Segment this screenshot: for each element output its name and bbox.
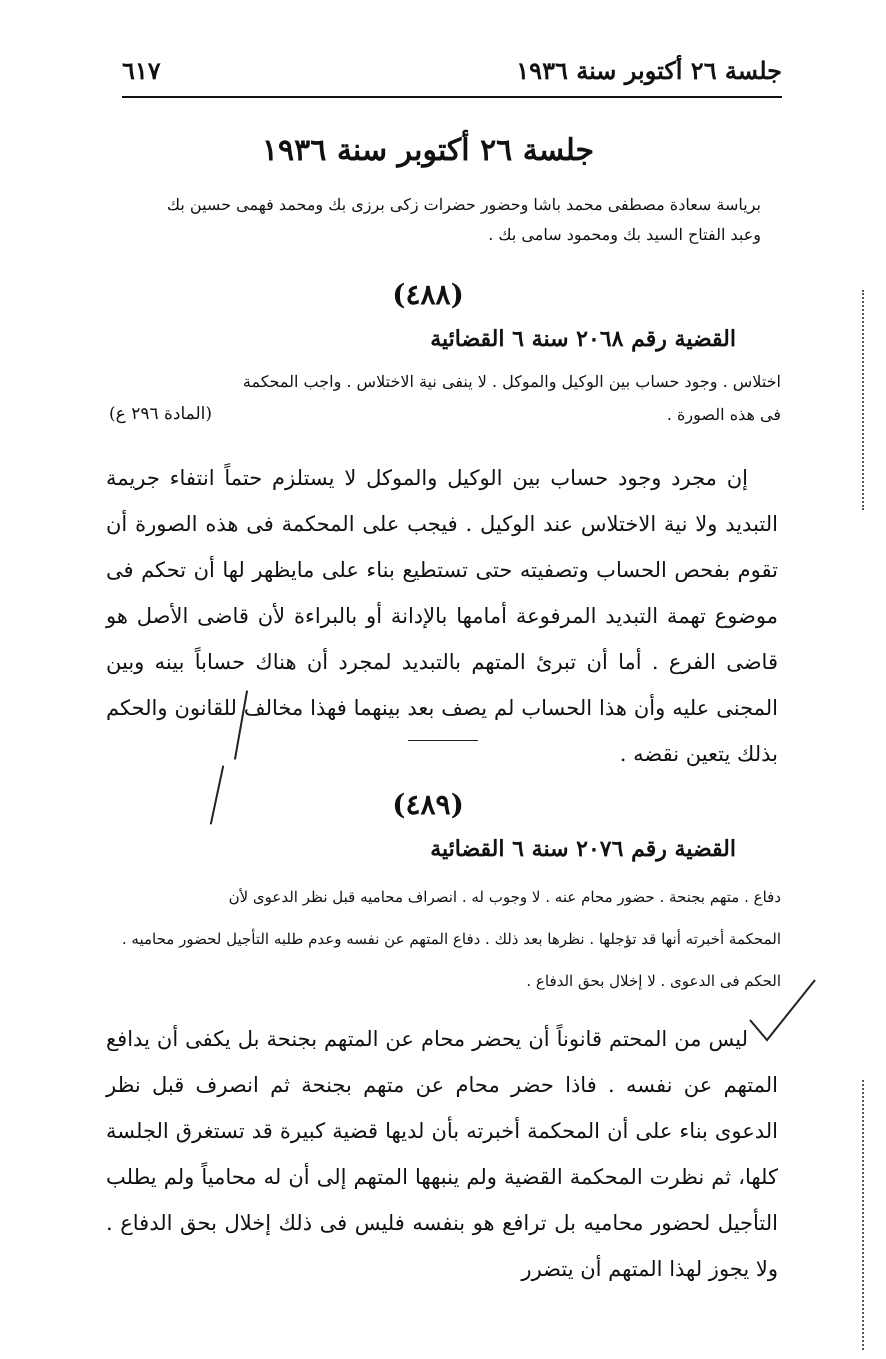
presidency-line-1: برياسة سعادة مصطفى محمد باشا وحضور حضرات زكى برزى بك ومحمد فهمى حسين بك: [166, 195, 761, 214]
case-body-489: [106, 1016, 778, 1292]
body-paragraph: ليس من المحتم قانوناً أن يحضر محام عن المتهم بجنحة بل يكفى أن يدافع المتهم عن نفسه . فاذا حضر محام عن متهم بجنحة ثم انصرف قبل نظر الدعوى بناء على أن المحكمة أخبرته بأن لديها قضية كبيرة قد تستغرق الجلسة كلها، ثم نظرت المحكمة القضية ولم ينبهها المتهم إلى أن له محامياً ولم يطلب التأجيل لحضور محاميه بل ترافع هو بنفسه فليس فى ذلك إخلال بحق الدفاع . ولا يجوز لهذا المتهم أن يتضرر: [106, 1027, 778, 1281]
case-reference-488: القضية رقم ٢٠٦٨ سنة ٦ القضائية: [430, 326, 736, 352]
headnote-line: دفاع . متهم بجنحة . حضور محام عنه . لا وجوب له . انصراف محاميه قبل نظر الدعوى لأن: [228, 888, 781, 906]
headnote-488: [109, 365, 781, 431]
headnote-line: فى هذه الصورة .: [666, 405, 781, 424]
running-head: [122, 50, 782, 90]
case-number-488: (٤٨٨): [392, 278, 464, 311]
headnote-489: [109, 876, 781, 1002]
article-reference: (المادة ٢٩٦ ع): [109, 404, 213, 424]
headnote-line: اختلاس . وجود حساب بين الوكيل والموكل . لا ينفى نية الاختلاس . واجب المحكمة: [242, 372, 781, 391]
case-reference-489: القضية رقم ٢٠٧٦ سنة ٦ القضائية: [430, 836, 736, 862]
pencil-underline: [408, 740, 478, 741]
headnote-line: الحكم فى الدعوى . لا إخلال بحق الدفاع .: [526, 972, 781, 990]
session-title: جلسة ٢٦ أكتوبر سنة ١٩٣٦: [261, 133, 595, 168]
header-rule: [122, 96, 782, 98]
page-number: ٦١٧: [122, 55, 161, 85]
headnote-line: المحكمة أخبرته أنها قد تؤجلها . نظرها بعد ذلك . دفاع المتهم عن نفسه وعدم طلبه التأجيل لحضور محاميه .: [121, 930, 781, 948]
margin-dots: [862, 1080, 866, 1350]
running-head-title: جلسة ٢٦ أكتوبر سنة ١٩٣٦: [516, 55, 782, 85]
body-paragraph: إن مجرد وجود حساب بين الوكيل والموكل لا يستلزم حتماً انتفاء جريمة التبديد ولا نية الاختلاس عند الوكيل . فيجب على المحكمة فى هذه الصورة أن تقوم بفحص الحساب وتصفيته حتى تستطيع بناء على مايظهر لها أن تحكم فى موضوع تهمة التبديد المرفوعة أمامها بالإدانة أو بالبراءة لأن قاضى الأصل هو قاضى الفرع . أما أن تبرئ المتهم بالتبديد لمجرد أن هناك حساباً بينه وبين المجنى عليه وأن هذا الحساب لم يصف بعد بينهما فهذا مخالف للقانون والحكم بذلك يتعين نقضه .: [106, 466, 778, 766]
case-number-489: (٤٨٩): [392, 788, 464, 821]
presidency-paragraph: [121, 190, 761, 250]
presidency-line-2: وعبد الفتاح السيد بك ومحمود سامى بك .: [488, 225, 761, 244]
case-body-488: [106, 455, 778, 777]
margin-dots: [862, 290, 866, 510]
checkmark-annotation: [745, 975, 825, 1055]
